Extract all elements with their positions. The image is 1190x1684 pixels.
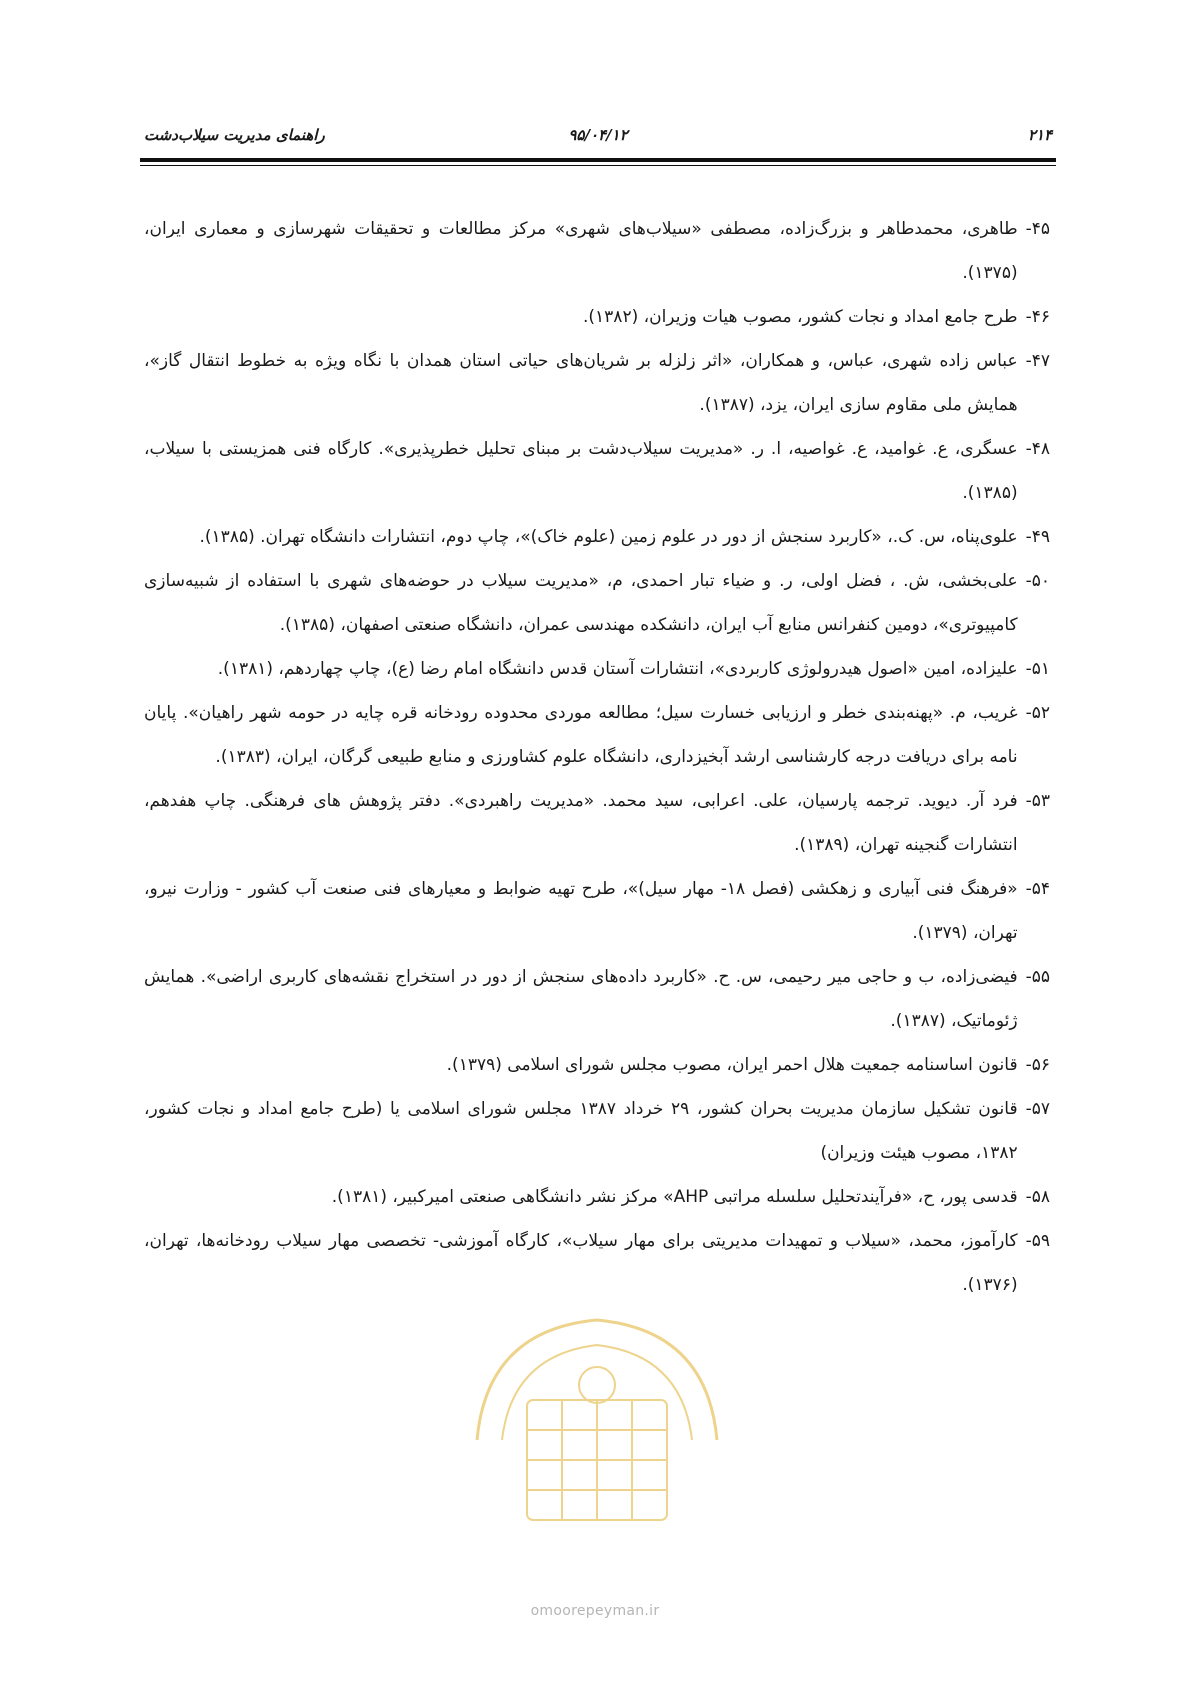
header-date: ۹۵/۰۴/۱۲ [568, 126, 628, 144]
reference-item [144, 339, 1050, 427]
reference-number: ۵۲- [1025, 703, 1050, 723]
reference-number: ۴۵- [1025, 219, 1050, 239]
reference-text: عباس زاده شهری، عباس، و همکاران، «اثر زلزله بر شریان‌های حیاتی استان همدان با نگاه ویژه به خطوط انتقال گاز»، همایش ملی مقاوم سازی ایران، یزد، (۱۳۸۷). [144, 351, 1018, 415]
reference-text: غریب، م. «پهنه‌بندی خطر و ارزیابی خسارت سیل؛ مطالعه موردی محدوده رودخانه قره چایه در حومه شهر راهیان». پایان نامه برای دریافت درجه کارشناسی ارشد آبخیزداری، دانشگاه علوم کشاورزی و منابع طبیعی گرگان، ایران، (۱۳۸۳). [144, 703, 1018, 767]
reference-number: ۵۵- [1025, 967, 1050, 987]
reference-item [144, 427, 1050, 515]
reference-item [144, 691, 1050, 779]
reference-item [144, 955, 1050, 1043]
reference-item [144, 867, 1050, 955]
reference-text: قانون تشکیل سازمان مدیریت بحران کشور، ۲۹ خرداد ۱۳۸۷ مجلس شورای اسلامی یا (طرح جامع امداد و نجات کشور، ۱۳۸۲، مصوب هیئت وزیران) [144, 1099, 1018, 1163]
reference-text: قانون اساسنامه جمعیت هلال احمر ایران، مصوب مجلس شورای اسلامی (۱۳۷۹). [446, 1055, 1018, 1075]
reference-number: ۵۷- [1025, 1099, 1050, 1119]
reference-number: ۵۳- [1025, 791, 1050, 811]
header-rule-thin [140, 165, 1056, 166]
reference-item [144, 647, 1050, 691]
header-rule-thick [140, 158, 1056, 162]
reference-item [144, 515, 1050, 559]
reference-number: ۴۶- [1025, 307, 1050, 327]
reference-text: کارآموز، محمد، «سیلاب و تمهیدات مدیریتی برای مهار سیلاب»، کارگاه آموزشی- تخصصی مهار سیلاب رودخانه‌ها، تهران، (۱۳۷۶). [144, 1231, 1018, 1295]
reference-number: ۵۶- [1025, 1055, 1050, 1075]
reference-item [144, 1175, 1050, 1219]
reference-text: عسگری، ع. غوامید، ع. غواصیه، ا. ر. «مدیریت سیلاب‌دشت بر مبنای تحلیل خطرپذیری». کارگاه فنی همزیستی با سیلاب، (۱۳۸۵). [144, 439, 1018, 503]
reference-list [144, 207, 1050, 1307]
reference-item [144, 779, 1050, 867]
reference-text: طرح جامع امداد و نجات کشور، مصوب هیات وزیران، (۱۳۸۲). [583, 307, 1018, 327]
reference-text: علیزاده، امین «اصول هیدرولوژی کاربردی»، انتشارات آستان قدس دانشگاه امام رضا (ع)، چاپ چهاردهم، (۱۳۸۱). [217, 659, 1018, 679]
reference-item [144, 559, 1050, 647]
reference-item [144, 207, 1050, 295]
reference-text: علوی‌پناه، س. ک.، «کاربرد سنجش از دور در علوم زمین (علوم خاک)»، چاپ دوم، انتشارات دانشگاه تهران. (۱۳۸۵). [199, 527, 1018, 547]
page-header [140, 126, 1056, 166]
reference-number: ۵۰- [1025, 571, 1050, 591]
reference-text: فرد آر. دیوید. ترجمه پارسیان، علی. اعرابی، سید محمد. «مدیریت راهبردی». دفتر پژوهش های فرهنگی. چاپ هفدهم، انتشارات گنجینه تهران، (۱۳۸۹). [144, 791, 1018, 855]
watermark-seal-icon [447, 1290, 747, 1540]
reference-text: قدسی پور، ح، «فرآیندتحلیل سلسله مراتبی AHP» مرکز نشر دانشگاهی صنعتی امیرکبیر، (۱۳۸۱). [331, 1187, 1018, 1207]
reference-item [144, 1087, 1050, 1175]
reference-number: ۴۷- [1025, 351, 1050, 371]
reference-text: علی‌بخشی، ش. ، فضل اولی، ر. و ضیاء تبار احمدی، م، «مدیریت سیلاب در حوضه‌های شهری با استفاده از شبیه‌سازی کامپیوتری»، دومین کنفرانس منابع آب ایران، دانشکده مهندسی عمران، دانشگاه صنعتی اصفهان، (۱۳۸۵). [144, 571, 1018, 635]
reference-item [144, 295, 1050, 339]
reference-number: ۵۱- [1025, 659, 1050, 679]
reference-number: ۵۸- [1025, 1187, 1050, 1207]
reference-text: فیضی‌زاده، ب و حاجی میر رحیمی، س. ح. «کاربرد داده‌های سنجش از دور در استخراج نقشه‌های کاربری اراضی». همایش ژئوماتیک، (۱۳۸۷). [144, 967, 1018, 1031]
page-number: ۲۱۴ [1027, 126, 1052, 144]
watermark-text: omoorepeyman.ir [530, 1603, 660, 1619]
reference-text: طاهری، محمدطاهر و بزرگ‌زاده، مصطفی «سیلاب‌های شهری» مرکز مطالعات و تحقیقات شهرسازی و معماری ایران، (۱۳۷۵). [144, 219, 1018, 283]
reference-text: «فرهنگ فنی آبیاری و زهکشی (فصل ۱۸- مهار سیل)»، طرح تهیه ضوابط و معیارهای فنی صنعت آب کشور - وزارت نیرو، تهران، (۱۳۷۹). [144, 879, 1018, 943]
reference-number: ۴۹- [1025, 527, 1050, 547]
reference-number: ۵۴- [1025, 879, 1050, 899]
reference-number: ۴۸- [1025, 439, 1050, 459]
book-title: راهنمای مدیریت سیلاب‌دشت [144, 126, 325, 144]
reference-item [144, 1043, 1050, 1087]
reference-number: ۵۹- [1025, 1231, 1050, 1251]
